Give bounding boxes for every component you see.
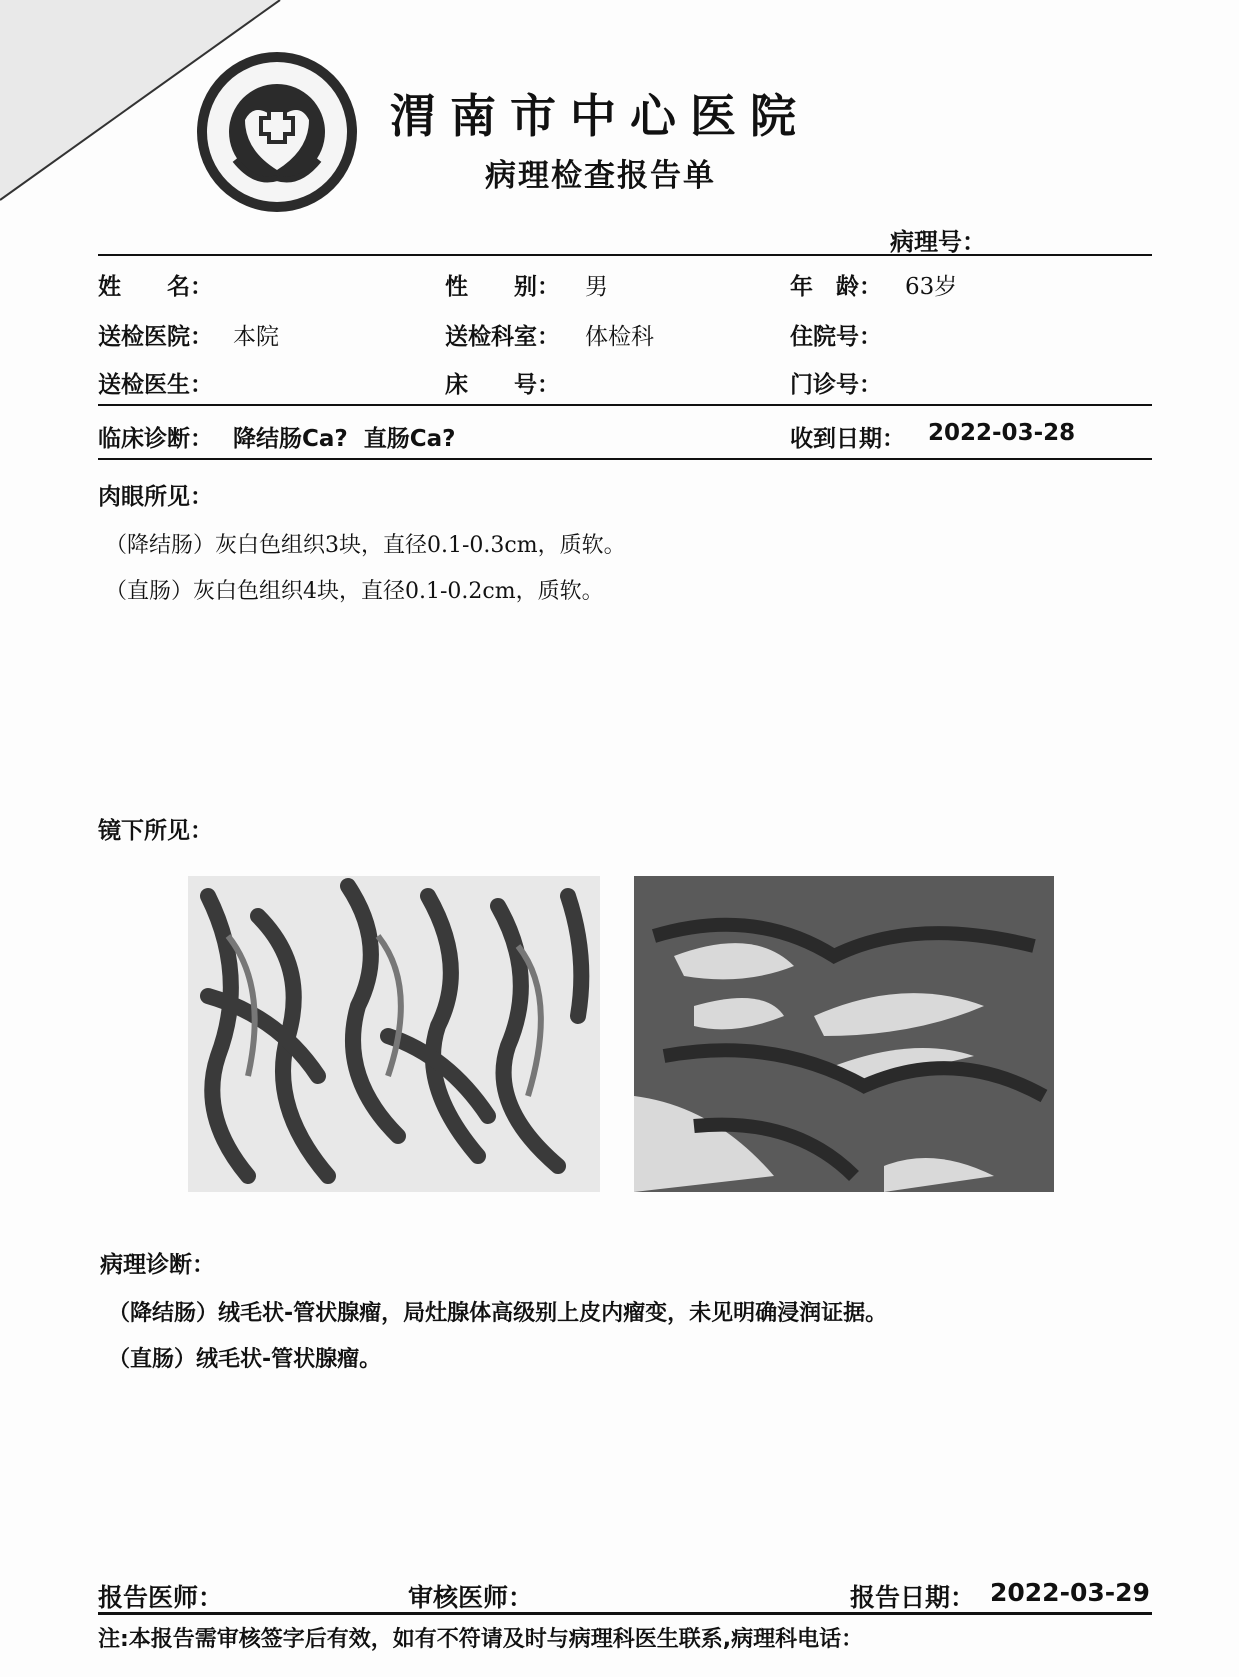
reviewer-label: 审核医师： [408,1583,534,1612]
received-date-label: 收到日期： [790,426,905,452]
microscopic-findings-label: 镜下所见： [98,818,213,844]
micrograph-right [634,876,1054,1192]
report-date-label: 报告日期： [850,1583,976,1612]
received-date-value: 2022-03-28 [928,420,1076,446]
gross-finding-line: （降结肠）灰白色组织3块，直径0.1-0.3cm，质软。 [105,533,626,558]
gross-findings-label: 肉眼所见： [98,484,213,510]
bed-number-label: 床 号： [445,372,560,398]
referring-hospital-label: 送检医院： [98,324,213,350]
report-title: 病理检查报告单 [485,158,716,194]
pathology-diagnosis-line: （降结肠）绒毛状-管状腺瘤，局灶腺体高级别上皮内瘤变，未见明确浸润证据。 [108,1301,888,1326]
referring-dept-value: 体检科 [585,324,654,350]
divider-footer [98,1612,1152,1615]
referring-doctor-label: 送检医生： [98,372,213,398]
gross-finding-line: （直肠）灰白色组织4块，直径0.1-0.2cm，质软。 [105,579,604,604]
report-doctor-label: 报告医师： [98,1583,224,1612]
age-label: 年 龄： [790,274,882,300]
outpatient-number-label: 门诊号： [790,372,882,398]
divider-mid [98,404,1152,406]
inpatient-number-label: 住院号： [790,324,882,350]
hospital-logo [195,50,360,215]
pathology-diagnosis-line: （直肠）绒毛状-管状腺瘤。 [108,1347,382,1372]
pathology-diagnosis-label: 病理诊断： [100,1252,215,1278]
referring-hospital-value: 本院 [233,324,279,350]
pathology-number-label: 病理号： [890,228,986,256]
referring-dept-label: 送检科室： [445,324,560,350]
sex-label: 性 别： [445,274,560,300]
micrograph-left [188,876,600,1192]
footer-note: 注:本报告需审核签字后有效，如有不符请及时与病理科医生联系,病理科电话： [98,1627,864,1652]
divider-top [98,254,1152,256]
clinical-diagnosis-value: 降结肠Ca? 直肠Ca? [233,426,456,452]
sex-value: 男 [585,274,608,300]
report-date-value: 2022-03-29 [990,1578,1150,1607]
hospital-name: 渭南市中心医院 [390,89,810,143]
divider-clinical [98,458,1152,460]
name-label: 姓 名： [98,274,213,300]
age-value: 63岁 [905,274,958,300]
clinical-diagnosis-label: 临床诊断： [98,426,213,452]
